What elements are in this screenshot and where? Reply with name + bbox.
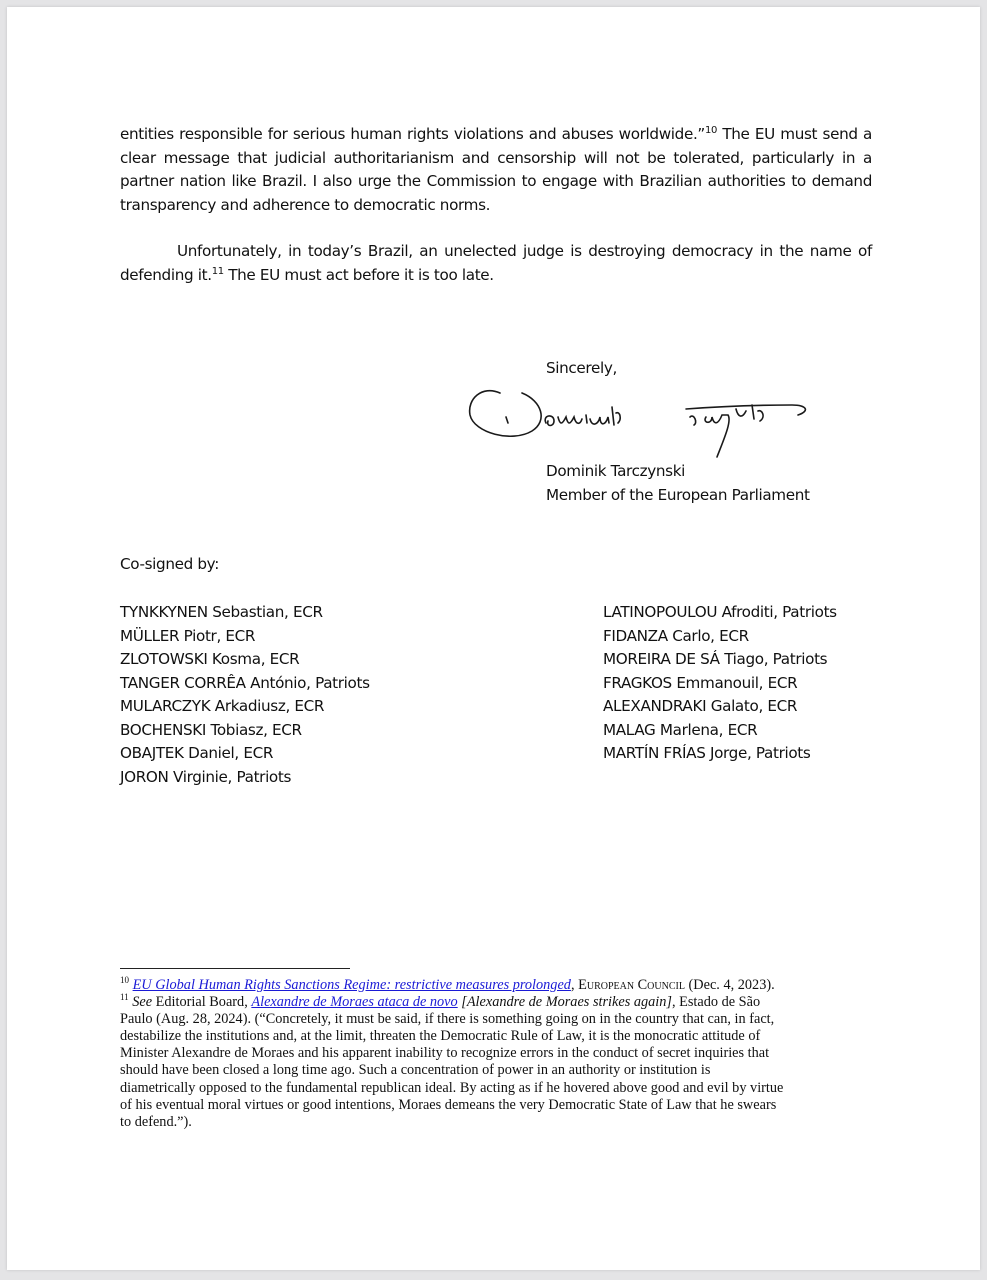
paragraph-conclusion [120, 240, 872, 287]
signer-name: Dominik Tarczynski [546, 462, 686, 480]
cosigner-item: LATINOPOULOU Afroditi, Patriots [603, 603, 837, 621]
cosigner-item: BOCHENSKI Tobiasz, ECR [120, 720, 302, 739]
cosigner-item: MALAG Marlena, ECR [603, 720, 758, 739]
footnote-link-eu-sanctions[interactable]: EU Global Human Rights Sanctions Regime: restrictive measures prolonged [132, 977, 571, 993]
footnote-text-line: to defend.”). [120, 1113, 192, 1130]
footnote-source: European Council [578, 977, 685, 993]
cosigner-item: ZLOTOWSKI Kosma, ECR [120, 650, 300, 668]
cosigners-left-column [120, 601, 370, 789]
footnote-text-line: Paulo (Aug. 28, 2024). (“Concretely, it must be said, if there is something going on in the country that can, in fact, [120, 1011, 775, 1028]
cosigned-heading: Co-signed by: [120, 555, 219, 573]
cosigner-item: TANGER CORRÊA António, Patriots [120, 673, 370, 692]
footnote-number: 10 [120, 975, 129, 986]
cosigner-item: TYNKKYNEN Sebastian, ECR [120, 603, 323, 621]
footnote-text-line: destabilize the institutions and, at the limit, threaten the Democratic Rule of Law, it is the monocratic attitude of [120, 1028, 761, 1045]
footnote-link-moraes-article[interactable]: Alexandre de Moraes ataca de novo [251, 994, 458, 1011]
cosigner-item: OBAJTEK Daniel, ECR [120, 744, 274, 762]
footnote-text-line: diametrically opposed to the fundamental republican ideal. By acting as if he hovered above good and evil by virtue [120, 1079, 784, 1096]
footnote-divider [120, 968, 350, 969]
signer-title: Member of the European Parliament [546, 486, 810, 504]
footnote-text-line: should have been closed a long time ago. Such a concentration of power in an authority or institution is [120, 1062, 711, 1079]
footnote-ref-10[interactable]: 10 [704, 124, 717, 136]
cosigner-item: FIDANZA Carlo, ECR [603, 626, 749, 645]
paragraph-text: Unfortunately, in today’s Brazil, an unelected judge is destroying democracy in the name of defending it. [120, 242, 872, 284]
cosigner-item: FRAGKOS Emmanouil, ECR [603, 673, 798, 692]
cosigner-item: MULARCZYK Arkadiusz, ECR [120, 697, 325, 715]
footnote-translation: [Alexandre de Moraes strikes again] [457, 994, 672, 1011]
footnote-date: (Dec. 4, 2023). [684, 977, 775, 993]
closing-salutation: Sincerely, [546, 359, 617, 377]
cosigners-right-column [603, 601, 837, 766]
footnote-signal: See [132, 994, 153, 1011]
footnote-number: 11 [120, 992, 129, 1003]
signature-icon [462, 379, 812, 469]
cosigner-item: MOREIRA DE SÁ Tiago, Patriots [603, 650, 828, 668]
footnote-10: $^{10}$ EU Global Human Rights Sanctions Regime: restrictive measures prolonged, European Council (Dec. 4, 2023). [120, 975, 775, 993]
footnote-text-line: of his eventual moral virtues or good intentions, Moraes demeans the very Democratic State of Law that he swears [120, 1096, 777, 1113]
document-page [7, 7, 980, 1270]
footnote-text-line: Minister Alexandre de Moraes and his apparent inability to recognize errors in the conduct of secret inquiries that [120, 1045, 770, 1062]
footnote-author: Editorial Board, [152, 994, 252, 1011]
footnotes [120, 977, 878, 1131]
footnote-text: , Estado de São [671, 994, 761, 1011]
cosigner-item: MÜLLER Piotr, ECR [120, 626, 256, 645]
paragraph-eu-message [120, 123, 872, 217]
paragraph-text: The EU must act before it is too late. [223, 265, 494, 284]
footnote-ref-11[interactable]: 11 [211, 265, 224, 277]
footnote-11 [120, 994, 878, 1011]
cosigner-item: JORON Virginie, Patriots [120, 767, 292, 786]
cosigner-item: ALEXANDRAKI Galato, ECR [603, 697, 798, 715]
cosigner-item: MARTÍN FRÍAS Jorge, Patriots [603, 744, 811, 762]
paragraph-text: entities responsible for serious human rights violations and abuses worldwide.” [120, 125, 705, 143]
paragraph-text: The EU must send a clear message that judicial authoritarianism and censorship will not be tolerated, particularly in a partner nation like Brazil. I also urge the Commission to engage with Brazilian authorities to demand transparency and adherence to democratic norms. [120, 125, 872, 214]
